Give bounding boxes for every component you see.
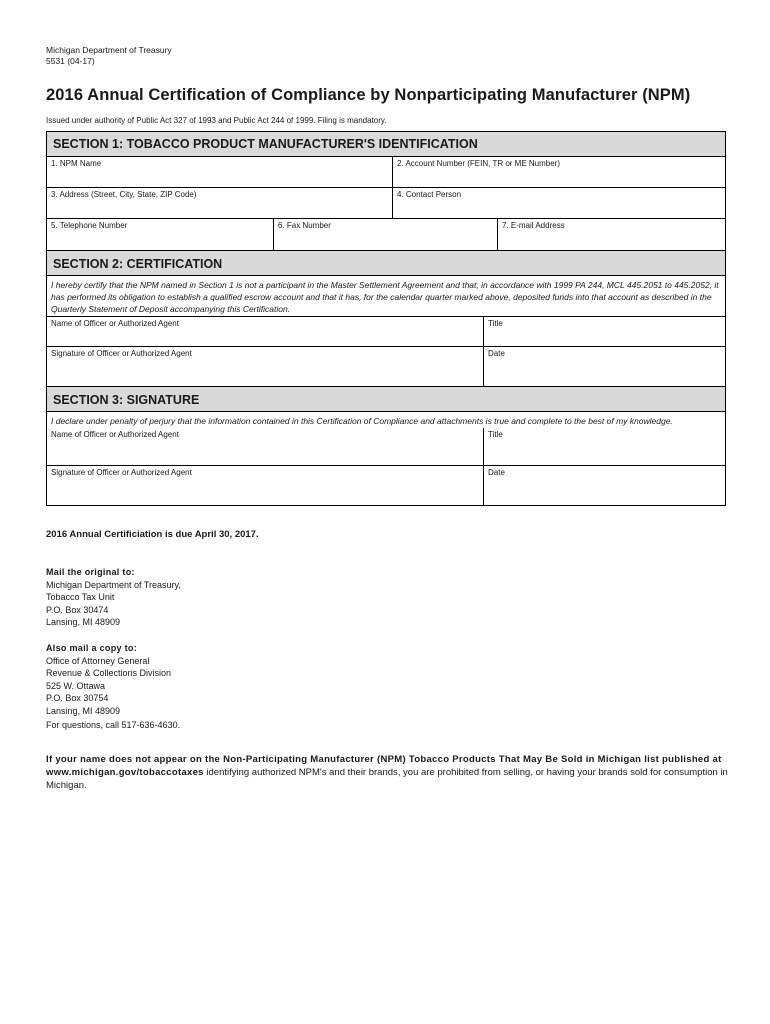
email-label: 7. E-mail Address <box>502 221 565 230</box>
mail-original-block <box>46 566 181 629</box>
agency-name: Michigan Department of Treasury <box>46 45 172 55</box>
mail-original-line: Michigan Department of Treasury, <box>46 579 181 590</box>
signature-statement: I declare under penalty of perjury that the information contained in this Certification of Compliance and attachments is true and complete to the best of my knowledge. <box>51 416 673 426</box>
mail-original-line: Lansing, MI 48909 <box>46 617 121 627</box>
section2-heading: SECTION 2: CERTIFICATION <box>47 250 725 276</box>
form-number: 5531 (04-17) <box>46 56 95 66</box>
s2-title-field[interactable] <box>484 317 725 346</box>
section1-heading: SECTION 1: TOBACCO PRODUCT MANUFACTURER'S IDENTIFICATION <box>47 132 725 157</box>
s3-officer-name-field[interactable] <box>47 428 484 465</box>
footer-normal-text: identifying authorized NPM's and their brands, you are prohibited from selling, or having your brands sold for consumption in Michigan. <box>46 767 728 791</box>
due-notice: 2016 Annual Certificiation is due April 30, 2017. <box>46 529 259 540</box>
s3-signature-field[interactable] <box>47 466 484 505</box>
mail-original-heading: Mail the original to: <box>46 567 135 577</box>
telephone-field[interactable] <box>47 219 274 250</box>
email-field[interactable] <box>498 219 725 250</box>
s2-date-label: Date <box>488 349 505 358</box>
contact-person-field[interactable] <box>393 188 725 218</box>
mail-original-line: Tobacco Tax Unit <box>46 592 115 602</box>
account-number-field[interactable] <box>393 157 725 187</box>
address-label: 3. Address (Street, City, State, ZIP Code) <box>51 190 197 199</box>
questions-note: For questions, call 517-636-4630. <box>46 720 181 730</box>
certification-statement: I hereby certify that the NPM named in Section 1 is not a participant in the Master Settlement Agreement and that, in accordance with 1999 PA 244, MCL 445.2051 to 445.2052, it has performed its obligation to establish a qualified escrow account and that it has, for the calendar quarter marked above, deposited funds into that account as described in the Quarterly Statement of Deposit accompanying this Certification. <box>51 280 719 314</box>
s2-signature-field[interactable] <box>47 347 484 386</box>
mail-copy-line: P.O. Box 30754 <box>46 693 109 703</box>
s2-date-field[interactable] <box>484 347 725 386</box>
s2-officer-name-field[interactable] <box>47 317 484 346</box>
s3-date-field[interactable] <box>484 466 725 505</box>
s3-title-label: Title <box>488 430 503 439</box>
s2-officer-name-label: Name of Officer or Authorized Agent <box>51 319 179 328</box>
account-number-label: 2. Account Number (FEIN, TR or ME Number) <box>397 159 561 168</box>
s2-title-label: Title <box>488 319 503 328</box>
s3-title-field[interactable] <box>484 428 725 465</box>
fax-label: 6. Fax Number <box>278 221 331 230</box>
authority-note: Issued under authority of Public Act 327 of 1993 and Public Act 244 of 1999. Filing is mandatory. <box>46 116 387 125</box>
form-table <box>46 131 726 506</box>
address-field[interactable] <box>47 188 393 218</box>
s3-date-label: Date <box>488 468 505 477</box>
section3-heading: SECTION 3: SIGNATURE <box>47 386 725 412</box>
npm-name-field[interactable] <box>47 157 393 187</box>
s3-signature-label: Signature of Officer or Authorized Agent <box>51 468 192 477</box>
form-title: 2016 Annual Certification of Compliance by Nonparticipating Manufacturer (NPM) <box>46 86 691 104</box>
mail-copy-line: 525 W. Ottawa <box>46 680 106 691</box>
mail-copy-line: Lansing, MI 48909 <box>46 705 121 716</box>
telephone-label: 5. Telephone Number <box>51 221 128 230</box>
mail-copy-line: Office of Attorney General <box>46 655 150 666</box>
footer-bold-text: If your name does not appear on the Non-Participating Manufacturer (NPM) Tobacco Products That May Be Sold in Michigan list published at www.michigan.gov/tobaccotaxes <box>46 754 722 778</box>
mail-copy-line: Revenue & Collections Division <box>46 668 172 678</box>
fax-field[interactable] <box>274 219 498 250</box>
contact-person-label: 4. Contact Person <box>397 190 462 199</box>
footer-notice <box>46 753 728 792</box>
npm-name-label: 1. NPM Name <box>51 159 102 168</box>
mail-copy-heading: Also mail a copy to: <box>46 643 138 653</box>
s2-signature-label: Signature of Officer or Authorized Agent <box>51 349 192 358</box>
mail-original-line: P.O. Box 30474 <box>46 604 109 615</box>
mail-copy-block <box>46 642 171 717</box>
s3-officer-name-label: Name of Officer or Authorized Agent <box>51 430 179 439</box>
